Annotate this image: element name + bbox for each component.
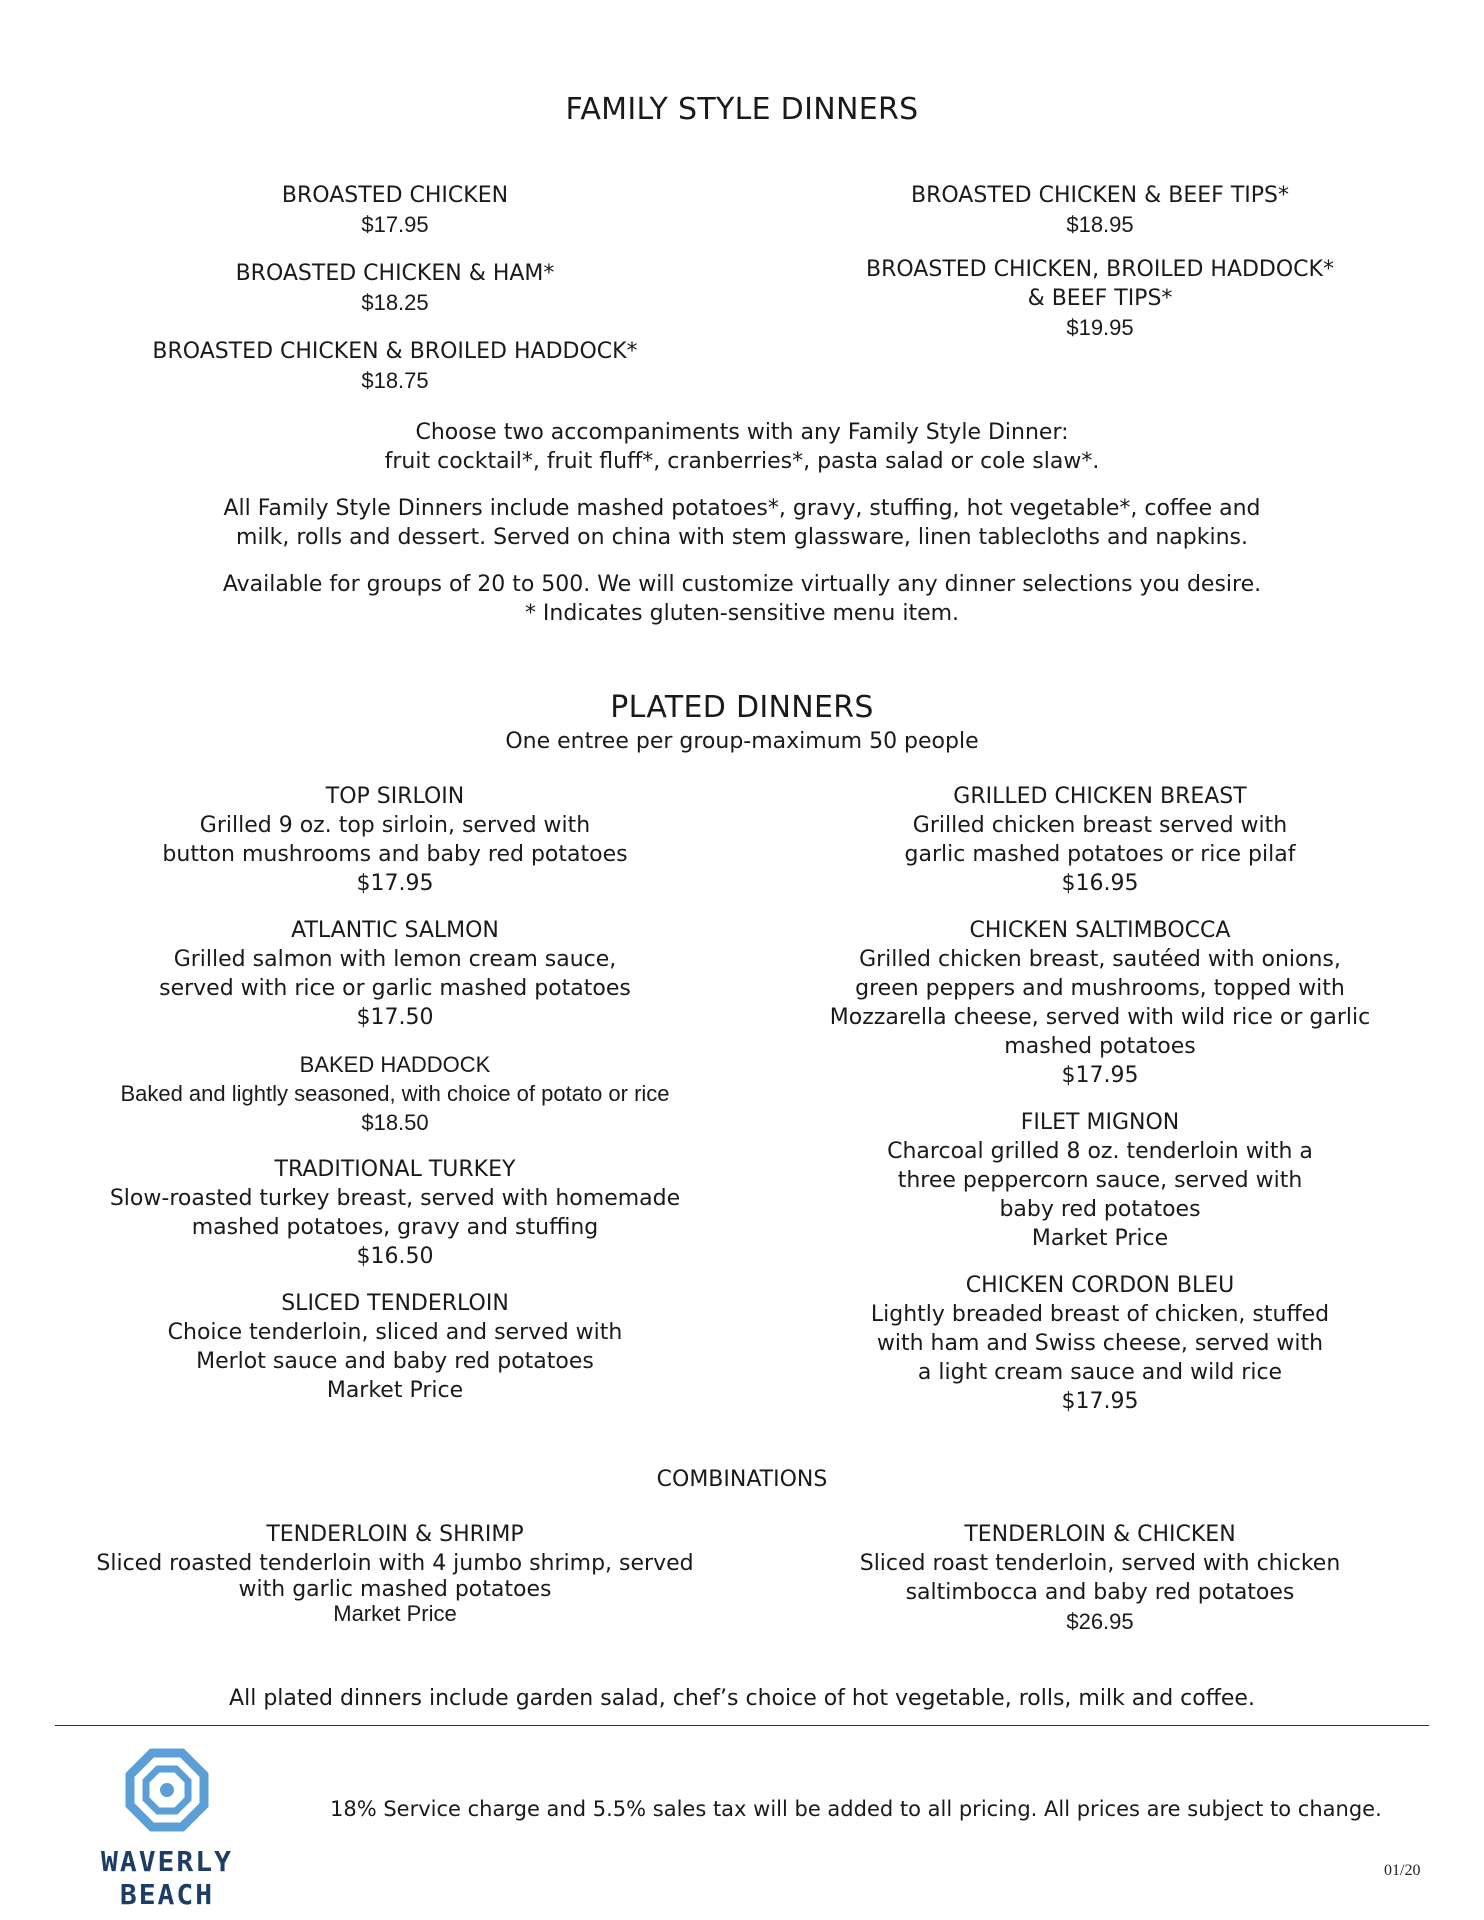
plated-item: [85, 1155, 705, 1271]
family-item: [85, 181, 705, 239]
item-desc: Slow-roasted turkey breast, served with homemade: [109, 1186, 681, 1211]
text-line: fruit cocktail*, fruit fluff*, cranberries*, pasta salad or cole slaw*.: [384, 449, 1100, 474]
family-item: [85, 337, 705, 395]
item-desc: with ham and Swiss cheese, served with: [876, 1331, 1324, 1356]
waverly-beach-logo: [62, 1745, 272, 1911]
combo-right: [790, 1520, 1410, 1636]
family-left-column: [85, 181, 705, 395]
item-price: $16.95: [1061, 871, 1139, 896]
item-price: $18.95: [1066, 212, 1134, 237]
item-desc: Baked and lightly seasoned, with choice of potato or rice: [120, 1081, 670, 1106]
plated-item: [790, 782, 1410, 898]
item-price: $17.50: [356, 1005, 434, 1030]
item-desc: a light cream sauce and wild rice: [917, 1360, 1283, 1385]
page-code: 01/20: [1384, 1862, 1421, 1879]
plated-item: [790, 916, 1410, 1090]
combo-item: [85, 1520, 705, 1626]
item-desc: mashed potatoes, gravy and stuffing: [191, 1215, 599, 1240]
availability-note: [0, 570, 1484, 628]
plated-item: [790, 1108, 1410, 1253]
item-desc: button mushrooms and baby red potatoes: [162, 842, 628, 867]
text-line: Choose two accompaniments with any Family Style Dinner:: [415, 420, 1069, 445]
item-price: $18.25: [361, 290, 429, 315]
octagon-logo-icon: [62, 1745, 272, 1855]
item-price: $17.95: [1061, 1389, 1139, 1414]
plated-item: [85, 1289, 705, 1405]
item-price: $17.95: [356, 871, 434, 896]
combinations-title: COMBINATIONS: [656, 1467, 828, 1492]
item-title: TENDERLOIN & SHRIMP: [266, 1522, 524, 1547]
item-desc: Grilled chicken breast, sautéed with onions,: [859, 947, 1341, 972]
item-title: BROASTED CHICKEN, BROILED HADDOCK*: [866, 257, 1334, 282]
plated-item: [790, 1271, 1410, 1416]
includes-note: [0, 494, 1484, 552]
item-desc: Mozzarella cheese, served with wild rice or garlic: [829, 1005, 1371, 1030]
logo-wordmark: WAVERLY BEACH: [100, 1845, 233, 1911]
item-desc: garlic mashed potatoes or rice pilaf: [904, 842, 1296, 867]
family-item: [790, 255, 1410, 342]
plated-includes-note: All plated dinners include garden salad, chef’s choice of hot vegetable, rolls, milk and coffee.: [229, 1686, 1255, 1711]
plated-item: [85, 1050, 705, 1137]
text-line: All Family Style Dinners include mashed potatoes*, gravy, stuffing, hot vegetable*, coffee and: [223, 496, 1261, 521]
service-charge-note: 18% Service charge and 5.5% sales tax will be added to all pricing. All prices are subject to change.: [330, 1797, 1382, 1821]
item-desc: Choice tenderloin, sliced and served with: [167, 1320, 623, 1345]
family-right-column: [790, 181, 1410, 342]
item-price: $19.95: [1066, 315, 1134, 340]
plated-subtitle: One entree per group-maximum 50 people: [505, 729, 979, 754]
item-price: Market Price: [326, 1378, 464, 1403]
plated-left-column: [85, 782, 705, 1405]
item-desc: mashed potatoes: [1004, 1034, 1196, 1059]
item-desc: Grilled chicken breast served with: [912, 813, 1288, 838]
text-line: milk, rolls and dessert. Served on china with stem glassware, linen tablecloths and napkins.: [236, 525, 1248, 550]
combo-item: [790, 1520, 1410, 1636]
family-item: [85, 259, 705, 317]
item-desc: green peppers and mushrooms, topped with: [855, 976, 1345, 1001]
item-price: Market Price: [333, 1601, 457, 1626]
item-title: BROASTED CHICKEN & HAM*: [235, 261, 555, 286]
item-desc: Lightly breaded breast of chicken, stuffed: [870, 1302, 1330, 1327]
item-desc: Charcoal grilled 8 oz. tenderloin with a: [887, 1139, 1313, 1164]
item-title: ATLANTIC SALMON: [291, 918, 499, 943]
item-title: SLICED TENDERLOIN: [281, 1291, 509, 1316]
item-price: $16.50: [356, 1244, 434, 1269]
item-price: $26.95: [1066, 1609, 1134, 1634]
family-title: FAMILY STYLE DINNERS: [565, 92, 919, 127]
text-line: * Indicates gluten-sensitive menu item.: [524, 601, 960, 626]
item-desc: three peppercorn sauce, served with: [897, 1168, 1303, 1193]
combo-left: [85, 1520, 705, 1626]
item-desc: saltimbocca and baby red potatoes: [905, 1580, 1295, 1605]
item-desc: Grilled 9 oz. top sirloin, served with: [199, 813, 591, 838]
item-title: BROASTED CHICKEN: [281, 183, 509, 208]
item-title: FILET MIGNON: [1020, 1110, 1180, 1135]
item-price: $18.75: [361, 368, 429, 393]
item-price: $17.95: [361, 212, 429, 237]
item-title: CHICKEN SALTIMBOCCA: [969, 918, 1231, 943]
plated-item: [85, 916, 705, 1032]
family-item: [790, 181, 1410, 239]
item-title: TOP SIRLOIN: [325, 784, 465, 809]
item-title: BROASTED CHICKEN & BEEF TIPS*: [911, 183, 1289, 208]
item-title: CHICKEN CORDON BLEU: [965, 1273, 1235, 1298]
item-title: TENDERLOIN & CHICKEN: [964, 1522, 1236, 1547]
item-title: BROASTED CHICKEN & BROILED HADDOCK*: [152, 339, 638, 364]
item-title: GRILLED CHICKEN BREAST: [953, 784, 1247, 809]
item-price: $18.50: [361, 1110, 429, 1135]
item-title-cont: & BEEF TIPS*: [1027, 286, 1173, 311]
item-desc: Sliced roasted tenderloin with 4 jumbo shrimp, served: [96, 1551, 694, 1576]
text-line: Available for groups of 20 to 500. We will customize virtually any dinner selections you desire.: [222, 572, 1262, 597]
item-desc: Sliced roast tenderloin, served with chicken: [859, 1551, 1341, 1576]
footer-divider: [55, 1725, 1429, 1726]
accompaniments-note: [0, 418, 1484, 476]
item-price: $17.95: [1061, 1063, 1139, 1088]
plated-item: [85, 782, 705, 898]
item-desc: baby red potatoes: [999, 1197, 1201, 1222]
item-title: BAKED HADDOCK: [299, 1052, 491, 1077]
item-desc: Grilled salmon with lemon cream sauce,: [173, 947, 617, 972]
plated-right-column: [790, 782, 1410, 1416]
item-title: TRADITIONAL TURKEY: [274, 1157, 516, 1182]
item-desc: Merlot sauce and baby red potatoes: [196, 1349, 594, 1374]
plated-title: PLATED DINNERS: [610, 690, 874, 725]
item-desc: served with rice or garlic mashed potatoes: [159, 976, 631, 1001]
item-price: Market Price: [1031, 1226, 1169, 1251]
item-desc: with garlic mashed potatoes: [238, 1577, 552, 1602]
